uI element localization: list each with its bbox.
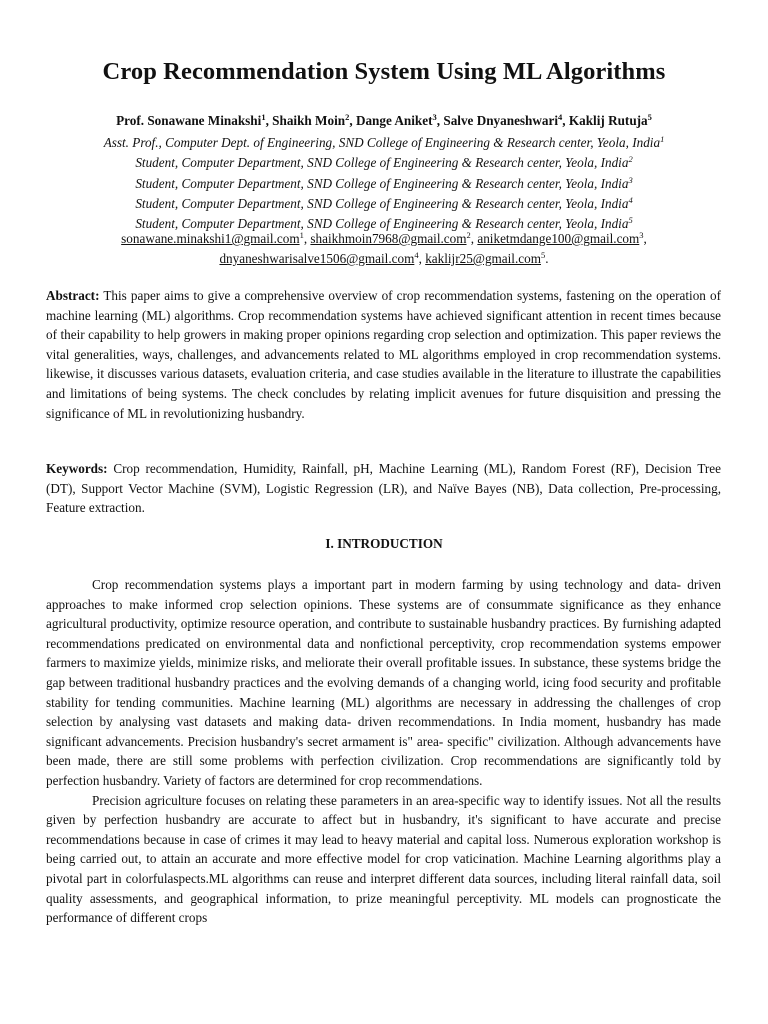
email-sup: 4: [414, 250, 419, 260]
abstract-label: Abstract:: [46, 288, 100, 303]
author-sup: 1: [261, 112, 266, 122]
keywords-label: Keywords:: [46, 461, 108, 476]
email-link[interactable]: aniketmdange100@gmail.com: [477, 231, 640, 246]
affiliation-sup: 3: [628, 174, 633, 185]
email-link[interactable]: sonawane.minakshi1@gmail.com: [121, 231, 300, 246]
author-name: Shaikh Moin: [272, 113, 346, 128]
affiliation-text: Student, Computer Department, SND College of Engineering & Research center, Yeola, India: [135, 175, 629, 191]
affiliation-line: [0, 133, 768, 153]
email-link[interactable]: dnyaneshwarisalve1506@gmail.com: [219, 251, 415, 266]
affiliation-text: Asst. Prof., Computer Dept. of Engineering, SND College of Engineering & Research center, Yeola, India: [103, 135, 661, 150]
intro-paragraph: Crop recommendation systems plays a important part in modern farming by using technology and data- driven approaches to make informed crop selection opinions. These systems are of consummate significance as they enhance agricultural productivity, optimize resource operation, and contribute to sustainable husbandry practices. By furnishing adapted recommendations predicated on environmental data and nonfictional perceptivity, crop recommendation systems empower farmers to maximize yields, minimize risks, and meliorate their overall profitable issues. In substance, these systems bridge the gap between traditional husbandry practices and the evolving demands of a changing world, icing food security and profitable stability for tending communities. Machine learning (ML) algorithms are necessary in addressing the challenges of crop selection by analysing vast datasets and making data- driven recommendations. In India moment, husbandry has made significant advancements. Precision husbandry's secret armament is" area- specific" civilization. Although advancements have been made, there are still some problems with perfection civilization. Crop recommendations are significantly told by perfection husbandry. Variety of factors are determined for crop recommendations.: [46, 577, 721, 788]
author-sup: 5: [647, 112, 652, 122]
affiliation-text: Student, Computer Department, SND College of Engineering & Research center, Yeola, India: [135, 195, 629, 211]
email-line: sonawane.minakshi1@gmail.com$^1$, shaikhmoin7968@gmail.com$^2$, aniketmdange100@gmail.com$^3$,: [121, 230, 647, 246]
introduction-body: [46, 575, 721, 928]
author-name: Salve Dnyaneshwari: [443, 113, 559, 128]
affiliation-line: [0, 153, 768, 173]
author-sup: 2: [345, 112, 350, 122]
abstract-section: [46, 286, 721, 423]
email-list: [0, 229, 768, 269]
affiliation-list: [0, 133, 768, 234]
abstract-text: This paper aims to give a comprehensive overview of crop recommendation systems, fastening on the operation of machine learning (ML) algorithms. Crop recommendation systems have achieved significant attention in recent times because of their capability to help growers in making proper opinions regarding crop selection and optimization. This paper reviews the vital generalities, ways, challenges, and advancements related to ML algorithms employed in crop recommendation systems. likewise, it discusses various datasets, evaluation criteria, and case studies available in the literature to illustrate the capabilities and limitations of being systems. The check concludes by relating implicit avenues for future disquisition and pressing the significance of ML in revolutionizing husbandry.: [46, 288, 721, 421]
author-name: Kaklij Rutuja: [568, 113, 648, 128]
email-link[interactable]: kaklijr25@gmail.com: [425, 251, 541, 266]
intro-paragraph: Precision agriculture focuses on relating these parameters in an area-specific way to identify issues. Not all the results given by perfection husbandry are accurate to affect but in husbandry, it's significant to have accurate and precise recommendations because in case of crimes it may lead to heavy material and capital loss. Numerous exploration workshop is being carried out, to attain an accurate and more effective model for crop vaticination. Machine Learning algorithms play a pivotal part in colorfulaspects.ML algorithms can reuse and interpret different data sources, including literal rainfall data, soil quality assessments, and geographical information, to prize meaningful perceptivity. ML models can prognosticate the performance of different crops: [46, 792, 721, 926]
affiliation-sup: 2: [628, 154, 633, 165]
email-sup: 2: [466, 230, 471, 240]
affiliation-line: [0, 174, 768, 194]
affiliation-text: Student, Computer Department, SND College of Engineering & Research center, Yeola, India: [135, 155, 629, 171]
affiliation-sup: 5: [628, 215, 633, 226]
email-line: dnyaneshwarisalve1506@gmail.com$^4$, kaklijr25@gmail.com$^5$.: [219, 250, 549, 266]
email-link[interactable]: shaikhmoin7968@gmail.com: [310, 231, 467, 246]
section-heading: I. INTRODUCTION: [325, 536, 443, 551]
author-name: Prof. Sonawane Minakshi: [116, 113, 262, 128]
affiliation-sup: 1: [660, 134, 665, 144]
keywords-section: [46, 459, 721, 518]
paper-title: Crop Recommendation System Using ML Algorithms: [102, 58, 666, 85]
email-sup: 3: [639, 230, 644, 240]
author-sup: 3: [432, 112, 437, 122]
author-name: Dange Aniket: [355, 113, 433, 128]
author-line: Prof. Sonawane Minakshi$^1$, Shaikh Moin$^2$, Dange Aniket$^3$, Salve Dnyaneshwari$^4$, Kaklij Rutuja$^5$: [116, 112, 652, 128]
keywords-text: Crop recommendation, Humidity, Rainfall, pH, Machine Learning (ML), Random Forest (RF), Decision Tree (DT), Support Vector Machine (SVM), Logistic Regression (LR), and Naïve Bayes (NB), Data collection, Pre-processing, Feature extraction.: [46, 461, 722, 516]
affiliation-sup: 4: [628, 194, 633, 205]
affiliation-text: Student, Computer Department, SND College of Engineering & Research center, Yeola, India: [135, 216, 629, 232]
author-sup: 4: [558, 112, 563, 122]
email-sup: 1: [299, 230, 304, 240]
affiliation-line: [0, 194, 768, 214]
email-sup: 5: [540, 250, 546, 260]
